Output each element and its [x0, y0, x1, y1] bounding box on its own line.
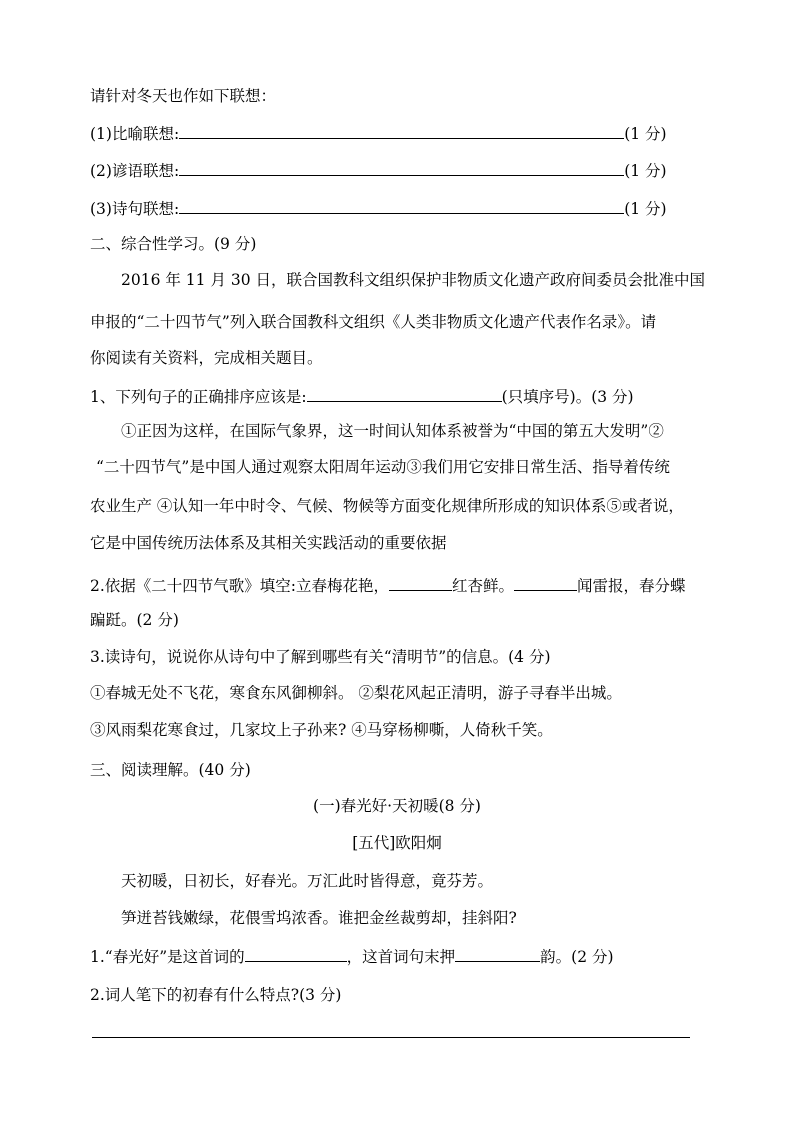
answer-blank[interactable] — [179, 122, 624, 139]
q2-blank-1[interactable] — [389, 574, 452, 591]
order-answer-blank[interactable] — [307, 385, 502, 402]
assoc-line-1 — [90, 122, 667, 144]
answer-blank[interactable] — [179, 197, 624, 214]
poem-author: [五代]欧阳炯 — [352, 834, 442, 852]
score-label: (1 分) — [624, 162, 667, 180]
sec3-q1-part-a: 1.“春光好”是这首词的 — [90, 948, 245, 966]
sec3-q1-blank-2[interactable] — [455, 945, 540, 962]
q1-sentence-line-3: 农业生产 ④认知一年中时令、气候、物候等方面变化规律所形成的知识体系⑤或者说， — [90, 497, 684, 515]
q2-part-c: 闻雷报，春分蝶 — [577, 577, 686, 595]
sec2-q3-title: 3.读诗句，说说你从诗句中了解到哪些有关“清明节”的信息。(4 分) — [90, 648, 551, 666]
q2-blank-2[interactable] — [514, 574, 577, 591]
assoc-label: (3)诗句联想: — [90, 200, 180, 218]
sec2-q2-cont: 蹁跹。(2 分) — [90, 611, 179, 629]
section-2-title: 二、综合性学习。(9 分) — [90, 235, 257, 253]
sec3-q1-part-b: ，这首词句末押 — [346, 948, 456, 966]
sec3-q1 — [90, 945, 614, 967]
sec2-q1 — [90, 385, 634, 407]
q3-poem-line-2: ③风雨梨花寒食过，几家坟上子孙来? ④马穿杨柳嘶，人倚秋千笑。 — [90, 721, 553, 739]
assoc-label: (2)谚语联想: — [90, 162, 180, 180]
q1-sentence-line-1: ①正因为这样，在国际气象界，这一时间认知体系被誉为“中国的第五大发明”② — [121, 422, 664, 440]
assoc-label: (1)比喻联想: — [90, 125, 180, 143]
section-3-title: 三、阅读理解。(40 分) — [90, 761, 251, 779]
q3-poem-line-1: ①春城无处不飞花，寒食东风御柳斜。 ②梨花风起正清明，游子寻春半出城。 — [90, 684, 622, 702]
sec2-para-line-1: 2016 年 11 月 30 日，联合国教科文组织保护非物质文化遗产政府间委员会批准中国 — [121, 271, 706, 289]
intro-line: 请针对冬天也作如下联想： — [90, 87, 277, 105]
poem-title: (一)春光好·天初暖(8 分) — [313, 797, 481, 815]
answer-line[interactable] — [92, 1037, 690, 1038]
sec3-q1-blank-1[interactable] — [245, 945, 347, 962]
q1-prompt: 1、下列句子的正确排序应该是: — [90, 388, 307, 406]
assoc-line-2 — [90, 159, 667, 181]
sec2-para-line-2: 申报的“二十四节气”列入联合国教科文组织《人类非物质文化遗产代表作名录》。请 — [90, 313, 657, 331]
score-label: (1 分) — [624, 125, 667, 143]
q2-part-a: 2.依据《二十四节气歌》填空:立春梅花艳， — [90, 577, 390, 595]
sec3-q2: 2.词人笔下的初春有什么特点?(3 分) — [90, 986, 342, 1004]
score-label: (1 分) — [624, 200, 667, 218]
sec3-q1-part-c: 韵。(2 分) — [540, 948, 614, 966]
q2-part-b: 红杏鲜。 — [452, 577, 515, 595]
sec2-q2 — [90, 574, 686, 596]
q1-sentence-line-2: “二十四节气”是中国人通过观察太阳周年运动③我们用它安排日常生活、指导着传统 — [96, 458, 670, 476]
answer-blank[interactable] — [179, 159, 624, 176]
poem-line-2: 笋迸苔钱嫩绿，花偎雪坞浓香。谁把金丝裁剪却，挂斜阳? — [121, 909, 517, 927]
poem-line-1: 天初暖，日初长，好春光。万汇此时皆得意，竟芬芳。 — [121, 872, 494, 890]
q1-instruction: (只填序号)。(3 分) — [501, 388, 634, 406]
assoc-line-3 — [90, 197, 667, 219]
q1-sentence-line-4: 它是中国传统历法体系及其相关实践活动的重要依据 — [90, 534, 447, 552]
sec2-para-line-3: 你阅读有关资料，完成相关题目。 — [90, 349, 323, 367]
